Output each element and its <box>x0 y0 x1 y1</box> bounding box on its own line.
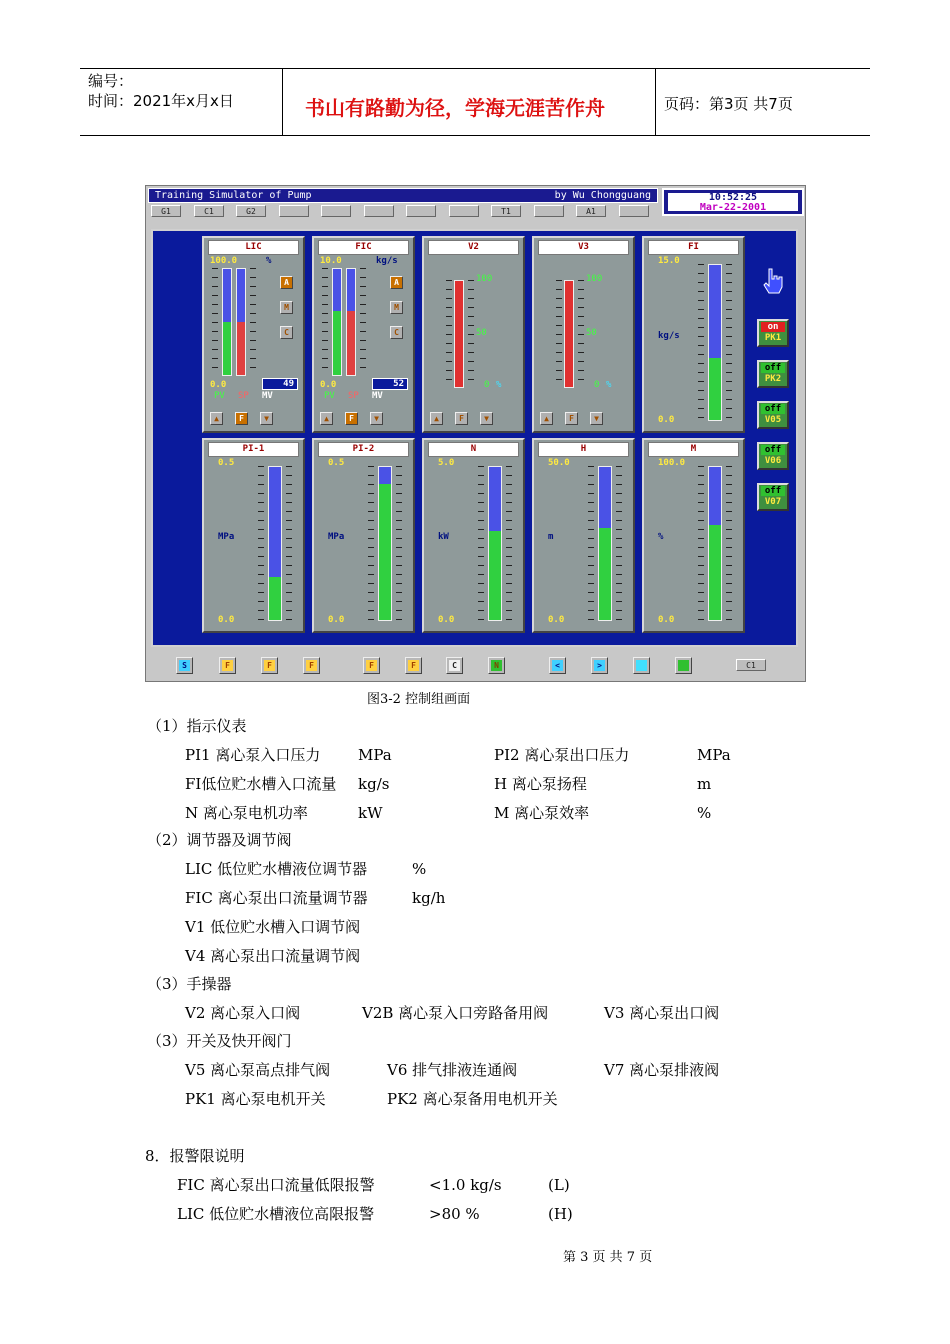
figure-caption: 图3-2 控制组画面 <box>367 692 471 707</box>
alarm-cell: LIC 低位贮水槽液位高限报警 <box>177 1205 375 1223</box>
s3-item-1: V2 离心泵入口阀 <box>185 1004 301 1022</box>
scale-0: 0 <box>594 380 600 390</box>
instrument-tag: V3 <box>538 240 629 255</box>
toolbar-button-label: > <box>594 660 605 671</box>
toolbar-button-label: C <box>449 660 460 671</box>
level-fill <box>269 577 281 620</box>
section-3-title: （3）手操器 <box>147 975 232 993</box>
scale-max: 10.0 <box>320 256 342 266</box>
instrument-tag: PI-2 <box>318 442 409 457</box>
valve-fill <box>455 281 463 387</box>
instrument-v2 <box>422 236 525 433</box>
fast-button[interactable]: F <box>455 412 468 425</box>
toolbar-button-2[interactable] <box>261 657 278 674</box>
scale-max: 0.5 <box>328 458 345 468</box>
mode-c-button[interactable]: C <box>390 326 403 339</box>
scale-min: 0.0 <box>210 380 227 390</box>
switch-name: PK1 <box>764 333 782 343</box>
scale-ticks-right <box>578 280 584 388</box>
level-bar <box>378 466 392 621</box>
toolbar-button-4[interactable] <box>363 657 380 674</box>
sp-fill <box>237 322 245 375</box>
screen-tab-c1[interactable]: C1 <box>194 205 224 217</box>
level-bar <box>268 466 282 621</box>
toolbar-button-0[interactable] <box>176 657 193 674</box>
scale-min: 0.0 <box>548 615 565 625</box>
screen-tab-blank-11[interactable] <box>619 205 649 217</box>
mode-m-button[interactable]: M <box>280 301 293 314</box>
toolbar-button-6[interactable] <box>446 657 463 674</box>
scale-ticks-right <box>396 466 402 621</box>
valve-bar <box>454 280 464 388</box>
scale-min: 0.0 <box>438 615 455 625</box>
toolbar-button-5[interactable] <box>405 657 422 674</box>
scale-ticks-right <box>360 268 366 376</box>
s4-item-3: V7 离心泵排液阀 <box>604 1061 720 1079</box>
instrument-tag: FI <box>648 240 739 255</box>
switch-pk1[interactable] <box>757 319 789 347</box>
toolbar-button-3[interactable] <box>303 657 320 674</box>
switch-name: V05 <box>764 415 782 425</box>
header-divider-left <box>282 68 283 136</box>
instrument-v3 <box>532 236 635 433</box>
s1-cell: MPa <box>697 746 731 764</box>
instrument-n <box>422 438 525 633</box>
scale-ticks-right <box>726 264 732 421</box>
unit-label: MPa <box>218 532 235 542</box>
scale-ticks-right <box>468 280 474 388</box>
switch-v07[interactable] <box>757 483 789 511</box>
screen-button-c1[interactable]: C1 <box>736 659 766 671</box>
scale-max: 15.0 <box>658 256 680 266</box>
switch-name: PK2 <box>764 374 782 384</box>
pv-bar <box>332 268 342 376</box>
scale-ticks-left <box>556 280 562 388</box>
pv-fill <box>333 311 341 375</box>
lower-button[interactable]: ▼ <box>590 412 603 425</box>
mv-label: MV <box>372 391 383 401</box>
header-divider-right <box>655 68 656 136</box>
scale-ticks-right <box>286 466 292 621</box>
switch-v05[interactable] <box>757 401 789 429</box>
instrument-tag: N <box>428 442 519 457</box>
header-number: 编号： <box>88 72 134 90</box>
page-footer: 第 3 页 共 7 页 <box>563 1250 653 1265</box>
s4-item-4: PK1 离心泵电机开关 <box>185 1090 326 1108</box>
s1-cell: PI2 离心泵出口压力 <box>494 746 630 764</box>
raise-button[interactable]: ▲ <box>320 412 333 425</box>
s2-cell: FIC 离心泵出口流量调节器 <box>185 889 368 907</box>
s4-item-1: V5 离心泵高点排气阀 <box>185 1061 331 1079</box>
instrument-tag: LIC <box>208 240 299 255</box>
scale-ticks-left <box>588 466 594 621</box>
mv-label: MV <box>262 391 273 401</box>
fast-button[interactable]: F <box>565 412 578 425</box>
level-bar <box>708 264 722 421</box>
level-fill <box>599 528 611 620</box>
instrument-lic <box>202 236 305 433</box>
raise-button[interactable]: ▲ <box>540 412 553 425</box>
toolbar-button-11[interactable] <box>675 657 692 674</box>
toolbar-button-label <box>678 660 689 671</box>
switch-name: V06 <box>764 456 782 466</box>
scale-0: 0 <box>484 380 490 390</box>
unit-label: % <box>496 380 502 390</box>
pv-label: PV <box>214 391 225 401</box>
lower-button[interactable]: ▼ <box>370 412 383 425</box>
unit-label: MPa <box>328 532 345 542</box>
scale-ticks-left <box>322 268 328 376</box>
simulator-screenshot <box>145 185 806 682</box>
toolbar-button-label: F <box>222 660 233 671</box>
switch-v06[interactable] <box>757 442 789 470</box>
instrument-tag: V2 <box>428 240 519 255</box>
scale-max: 50.0 <box>548 458 570 468</box>
unit-label: % <box>606 380 612 390</box>
scale-ticks-left <box>258 466 264 621</box>
switch-state: off <box>761 486 785 496</box>
fast-button[interactable]: F <box>345 412 358 425</box>
instrument-tag: FIC <box>318 240 409 255</box>
mode-a-button[interactable]: A <box>390 276 403 289</box>
lower-button[interactable]: ▼ <box>480 412 493 425</box>
toolbar-button-label: F <box>366 660 377 671</box>
unit-label: m <box>548 532 554 542</box>
screen-tab-blank-9[interactable] <box>534 205 564 217</box>
toolbar-button-label <box>636 660 647 671</box>
section-1-title: （1）指示仪表 <box>147 717 247 735</box>
switch-pk2[interactable] <box>757 360 789 388</box>
sp-label: SP <box>238 391 249 401</box>
toolbar-button-label: F <box>264 660 275 671</box>
unit-label: % <box>658 532 664 542</box>
level-bar <box>708 466 722 621</box>
clock-time: 10:52:25 <box>708 192 758 203</box>
scale-ticks-right <box>726 466 732 621</box>
s2-cell: V1 低位贮水槽入口调节阀 <box>185 918 361 936</box>
unit-label: kW <box>438 532 449 542</box>
scale-ticks-left <box>212 268 218 376</box>
alarm-cell: <1.0 kg/s <box>429 1176 502 1194</box>
screen-tab-blank-7[interactable] <box>449 205 479 217</box>
screen-tab-blank-3[interactable] <box>279 205 309 217</box>
scale-max: 0.5 <box>218 458 235 468</box>
clock-date: Mar-22-2001 <box>699 202 767 213</box>
level-fill <box>379 484 391 620</box>
toolbar-button-label: F <box>408 660 419 671</box>
unit-label: kg/s <box>376 256 398 266</box>
scale-50: 50 <box>586 328 597 338</box>
raise-button[interactable]: ▲ <box>430 412 443 425</box>
screen-tab-g2[interactable]: G2 <box>236 205 266 217</box>
lower-button[interactable]: ▼ <box>260 412 273 425</box>
mode-m-button[interactable]: M <box>390 301 403 314</box>
screen-tab-blank-6[interactable] <box>406 205 436 217</box>
valve-bar <box>564 280 574 388</box>
valve-fill <box>565 281 573 387</box>
toolbar-button-label: < <box>552 660 563 671</box>
s1-cell: PI1 离心泵入口压力 <box>185 746 321 764</box>
hand-pointer-icon <box>762 267 784 295</box>
instrument-fi <box>642 236 745 433</box>
screen-tab-blank-4[interactable] <box>321 205 351 217</box>
simulator-author: by Wu Chongguang <box>554 190 651 201</box>
s1-cell: FI低位贮水槽入口流量 <box>185 775 337 793</box>
level-bar <box>488 466 502 621</box>
s1-cell: M 离心泵效率 <box>494 804 590 822</box>
scale-ticks-left <box>368 466 374 621</box>
screen-tab-blank-5[interactable] <box>364 205 394 217</box>
sp-label: SP <box>348 391 359 401</box>
scale-ticks-left <box>698 264 704 421</box>
unit-label: kg/s <box>658 331 680 341</box>
scale-ticks-right <box>250 268 256 376</box>
scale-max: 100.0 <box>658 458 686 468</box>
screen-tab-g1[interactable]: G1 <box>151 205 181 217</box>
s1-cell: N 离心泵电机功率 <box>185 804 308 822</box>
switch-state: off <box>761 363 785 373</box>
scale-ticks-right <box>616 466 622 621</box>
switch-name: V07 <box>764 497 782 507</box>
s1-cell: MPa <box>358 746 392 764</box>
scale-100: 100 <box>476 274 493 284</box>
mv-value: 49 <box>262 378 298 390</box>
s4-item-2: V6 排气排液连通阀 <box>387 1061 518 1079</box>
s1-cell: m <box>697 775 712 793</box>
alarm-cell: (H) <box>548 1205 573 1223</box>
header-page: 页码：第3页 共7页 <box>664 95 793 113</box>
instrument-m <box>642 438 745 633</box>
scale-50: 50 <box>476 328 487 338</box>
mode-c-button[interactable]: C <box>280 326 293 339</box>
scale-min: 0.0 <box>658 415 675 425</box>
alarm-cell: FIC 离心泵出口流量低限报警 <box>177 1176 375 1194</box>
s4-item-5: PK2 离心泵备用电机开关 <box>387 1090 558 1108</box>
toolbar-button-1[interactable] <box>219 657 236 674</box>
sp-bar <box>236 268 246 376</box>
control-group-panel <box>151 229 798 647</box>
toolbar-button-label: F <box>306 660 317 671</box>
s1-cell: % <box>697 804 712 822</box>
unit-label: % <box>266 256 272 266</box>
s1-cell: kg/s <box>358 775 390 793</box>
fast-button[interactable]: F <box>235 412 248 425</box>
mv-value: 52 <box>372 378 408 390</box>
simulator-title: Training Simulator of Pump <box>155 190 312 201</box>
s2-cell: V4 离心泵出口流量调节阀 <box>185 947 361 965</box>
s2-cell: kg/h <box>412 889 446 907</box>
toolbar-button-8[interactable] <box>549 657 566 674</box>
s1-cell: kW <box>358 804 383 822</box>
scale-ticks-right <box>506 466 512 621</box>
level-fill <box>709 525 721 620</box>
toolbar-button-9[interactable] <box>591 657 608 674</box>
alarm-cell: >80 % <box>429 1205 480 1223</box>
instrument-tag: H <box>538 442 629 457</box>
section-2-title: （2）调节器及调节阀 <box>147 831 292 849</box>
scale-ticks-left <box>698 466 704 621</box>
mode-a-button[interactable]: A <box>280 276 293 289</box>
pv-label: PV <box>324 391 335 401</box>
simulator-clock <box>662 188 804 216</box>
scale-min: 0.0 <box>320 380 337 390</box>
scale-min: 0.0 <box>218 615 235 625</box>
header-time: 时间：2021年x月x日 <box>88 92 234 110</box>
instrument-fic <box>312 236 415 433</box>
scale-max: 100.0 <box>210 256 238 266</box>
level-fill <box>489 531 501 620</box>
instrument-tag: PI-1 <box>208 442 299 457</box>
scale-ticks-left <box>478 466 484 621</box>
screen-tab-a1[interactable]: A1 <box>576 205 606 217</box>
scale-ticks-left <box>446 280 452 388</box>
scale-100: 100 <box>586 274 603 284</box>
instrument-pi-2 <box>312 438 415 633</box>
switch-state: on <box>761 322 785 332</box>
sp-bar <box>346 268 356 376</box>
instrument-pi-1 <box>202 438 305 633</box>
scale-min: 0.0 <box>658 615 675 625</box>
s3-item-2: V2B 离心泵入口旁路备用阀 <box>362 1004 549 1022</box>
simulator-title-bar <box>148 188 658 203</box>
s3-item-3: V3 离心泵出口阀 <box>604 1004 720 1022</box>
section-4-title: （3）开关及快开阀门 <box>147 1032 292 1050</box>
toolbar-button-7[interactable] <box>488 657 505 674</box>
header-bottom-rule <box>80 135 870 136</box>
toolbar-button-10[interactable] <box>633 657 650 674</box>
screen-tab-t1[interactable]: T1 <box>491 205 521 217</box>
pv-bar <box>222 268 232 376</box>
pv-fill <box>223 322 231 375</box>
level-fill <box>709 358 721 420</box>
switch-state: off <box>761 445 785 455</box>
s1-cell: H 离心泵扬程 <box>494 775 587 793</box>
s2-cell: % <box>412 860 427 878</box>
level-bar <box>598 466 612 621</box>
scale-max: 5.0 <box>438 458 455 468</box>
header-top-rule <box>80 68 870 69</box>
raise-button[interactable]: ▲ <box>210 412 223 425</box>
sp-fill <box>347 311 355 375</box>
instrument-tag: M <box>648 442 739 457</box>
header-motto: 书山有路勤为径，学海无涯苦作舟 <box>305 96 605 120</box>
toolbar-button-label: S <box>179 660 190 671</box>
instrument-h <box>532 438 635 633</box>
alarm-title: 8．报警限说明 <box>145 1147 245 1165</box>
toolbar-button-label: N <box>491 660 502 671</box>
alarm-cell: (L) <box>548 1176 570 1194</box>
scale-min: 0.0 <box>328 615 345 625</box>
switch-state: off <box>761 404 785 414</box>
s2-cell: LIC 低位贮水槽液位调节器 <box>185 860 368 878</box>
